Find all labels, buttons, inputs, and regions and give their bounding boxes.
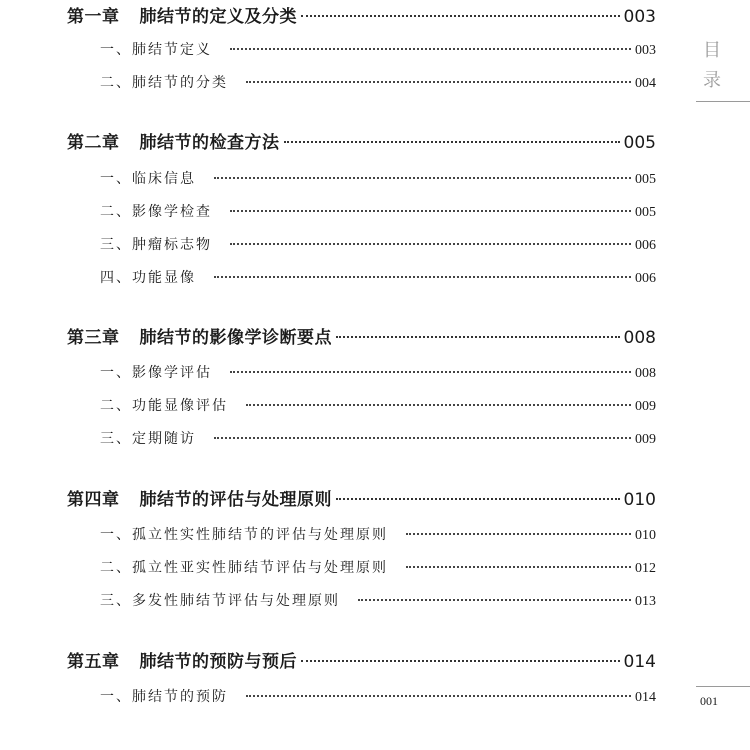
toc-section[interactable]	[100, 234, 656, 254]
chapter-label: 第二章	[67, 133, 120, 153]
toc-section[interactable]	[100, 39, 656, 59]
page-number: 001	[700, 694, 718, 708]
dot-leader	[214, 177, 631, 179]
chapter-title: 肺结节的评估与处理原则	[139, 490, 332, 510]
dot-leader	[246, 81, 631, 83]
chapter-page-number: 008	[623, 328, 656, 348]
chapter-page-number: 003	[623, 7, 656, 27]
chapter-title: 肺结节的检查方法	[139, 133, 280, 153]
toc-section[interactable]	[100, 168, 656, 188]
section-page-number: 003	[635, 43, 656, 58]
toc-section[interactable]	[100, 201, 656, 221]
dot-leader	[336, 498, 620, 500]
section-title: 三、定期随访	[100, 431, 196, 447]
side-label-char: 目	[703, 40, 721, 61]
chapter-label: 第四章	[67, 490, 120, 510]
side-divider-top	[696, 101, 750, 102]
dot-leader	[230, 243, 631, 245]
chapter-title: 肺结节的预防与预后	[139, 652, 297, 672]
chapter-label: 第五章	[67, 652, 120, 672]
section-page-number: 010	[635, 528, 656, 543]
dot-leader	[246, 695, 631, 697]
dot-leader	[406, 566, 631, 568]
toc-section[interactable]	[100, 524, 656, 544]
dot-leader	[230, 371, 631, 373]
toc-chapter-1[interactable]	[67, 2, 656, 27]
toc-section[interactable]	[100, 267, 656, 287]
contents-side-label	[700, 36, 724, 96]
dot-leader	[336, 336, 620, 338]
toc-chapter-3[interactable]	[67, 323, 656, 348]
toc-chapter-2[interactable]	[67, 128, 656, 153]
section-title: 二、孤立性亚实性肺结节评估与处理原则	[100, 560, 388, 576]
dot-leader	[214, 437, 631, 439]
side-divider-bottom	[696, 686, 750, 687]
section-page-number: 014	[635, 690, 656, 705]
dot-leader	[284, 141, 620, 143]
section-title: 三、肿瘤标志物	[100, 237, 212, 253]
dot-leader	[301, 15, 620, 17]
section-title: 二、肺结节的分类	[100, 75, 228, 91]
section-title: 一、孤立性实性肺结节的评估与处理原则	[100, 527, 388, 543]
dot-leader	[230, 210, 631, 212]
section-title: 一、肺结节定义	[100, 42, 212, 58]
chapter-page-number: 005	[623, 133, 656, 153]
section-title: 三、多发性肺结节评估与处理原则	[100, 593, 340, 609]
dot-leader	[230, 48, 631, 50]
toc-section[interactable]	[100, 395, 656, 415]
dot-leader	[406, 533, 631, 535]
section-page-number: 006	[635, 238, 656, 253]
section-page-number: 005	[635, 205, 656, 220]
dot-leader	[246, 404, 631, 406]
chapter-label: 第一章	[67, 7, 120, 27]
section-page-number: 013	[635, 594, 656, 609]
side-label-char: 录	[703, 70, 721, 91]
section-title: 一、影像学评估	[100, 365, 212, 381]
section-title: 二、影像学检查	[100, 204, 212, 220]
toc-section[interactable]	[100, 428, 656, 448]
dot-leader	[214, 276, 631, 278]
section-page-number: 004	[635, 76, 656, 91]
chapter-label: 第三章	[67, 328, 120, 348]
section-page-number: 009	[635, 399, 656, 414]
section-title: 四、功能显像	[100, 270, 196, 286]
section-page-number: 005	[635, 172, 656, 187]
toc-section[interactable]	[100, 72, 656, 92]
section-title: 一、临床信息	[100, 171, 196, 187]
chapter-page-number: 014	[623, 652, 656, 672]
toc-chapter-5[interactable]	[67, 647, 656, 672]
chapter-page-number: 010	[623, 490, 656, 510]
toc-chapter-4[interactable]	[67, 485, 656, 510]
toc-section[interactable]	[100, 362, 656, 382]
section-page-number: 008	[635, 366, 656, 381]
toc-section[interactable]	[100, 686, 656, 706]
section-title: 一、肺结节的预防	[100, 689, 228, 705]
chapter-title: 肺结节的定义及分类	[139, 7, 297, 27]
section-title: 二、功能显像评估	[100, 398, 228, 414]
dot-leader	[301, 660, 620, 662]
section-page-number: 009	[635, 432, 656, 447]
section-page-number: 012	[635, 561, 656, 576]
section-page-number: 006	[635, 271, 656, 286]
toc-section[interactable]	[100, 590, 656, 610]
chapter-title: 肺结节的影像学诊断要点	[139, 328, 332, 348]
dot-leader	[358, 599, 631, 601]
toc-section[interactable]	[100, 557, 656, 577]
